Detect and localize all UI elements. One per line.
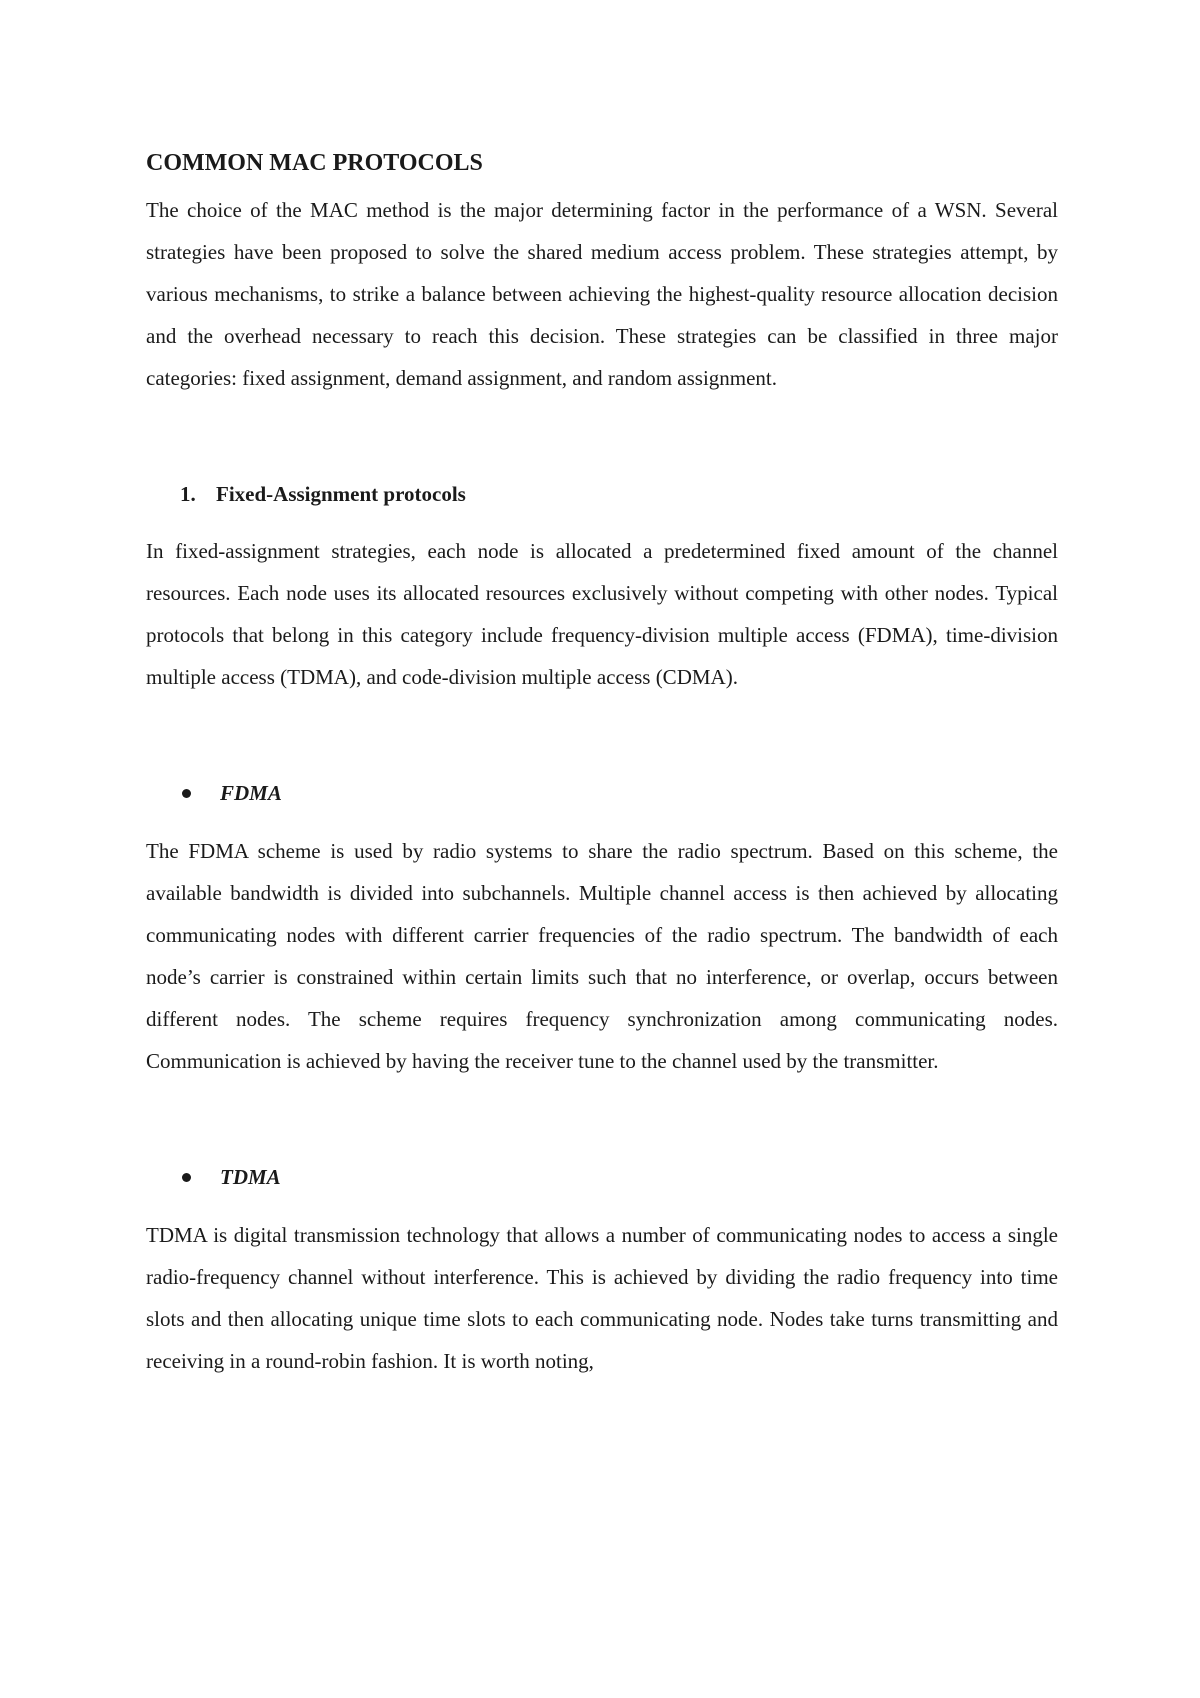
bullet-icon: [182, 789, 191, 798]
bullet-icon: [182, 1173, 191, 1182]
bullet-heading-text: TDMA: [220, 1165, 281, 1189]
bullet-heading-tdma: [146, 1156, 1058, 1198]
spacer: [146, 814, 1058, 830]
spacer: [146, 1082, 1058, 1156]
bullet-heading-text: FDMA: [220, 781, 282, 805]
fixed-assignment-paragraph: In fixed-assignment strategies, each node is allocated a predetermined fixed amount of the channel resources. Each node uses its allocated resources exclusively without competing with other nodes. Typical protocols that belong in this category include frequency-division multiple access (FDMA), time-division multiple access (TDMA), and code-division multiple access (CDMA).: [146, 539, 1058, 689]
section-heading-fixed-assignment: [146, 473, 1058, 515]
spacer: [146, 399, 1058, 473]
document-page: [146, 146, 1058, 1382]
tdma-paragraph: TDMA is digital transmission technology that allows a number of communicating nodes to access a single radio-frequency channel without interference. This is achieved by dividing the radio frequency into time slots and then allocating unique time slots to each communicating node. Nodes take turns transmitting and receiving in a round-robin fashion. It is worth noting,: [146, 1223, 1058, 1373]
fdma-paragraph: The FDMA scheme is used by radio systems to share the radio spectrum. Based on this scheme, the available bandwidth is divided into subchannels. Multiple channel access is then achieved by allocating communicating nodes with different carrier frequencies of the radio spectrum. The bandwidth of each node’s carrier is constrained within certain limits such that no interference, or overlap, occurs between different nodes. The scheme requires frequency synchronization among communicating nodes. Communication is achieved by having the receiver tune to the channel used by the transmitter.: [146, 839, 1058, 1073]
bullet-heading-fdma: [146, 772, 1058, 814]
spacer: [146, 698, 1058, 772]
spacer: [146, 1198, 1058, 1214]
spacer: [146, 515, 1058, 530]
section-title: Fixed-Assignment protocols: [216, 482, 466, 506]
section-number: 1.: [180, 482, 196, 506]
intro-paragraph: The choice of the MAC method is the major determining factor in the performance of a WSN. Several strategies have been proposed to solve the shared medium access problem. These strategies attempt, by various mechanisms, to strike a balance between achieving the highest-quality resource allocation decision and the overhead necessary to reach this decision. These strategies can be classified in three major categories: fixed assignment, demand assignment, and random assignment.: [146, 198, 1058, 390]
page-title: COMMON MAC PROTOCOLS: [146, 150, 483, 176]
